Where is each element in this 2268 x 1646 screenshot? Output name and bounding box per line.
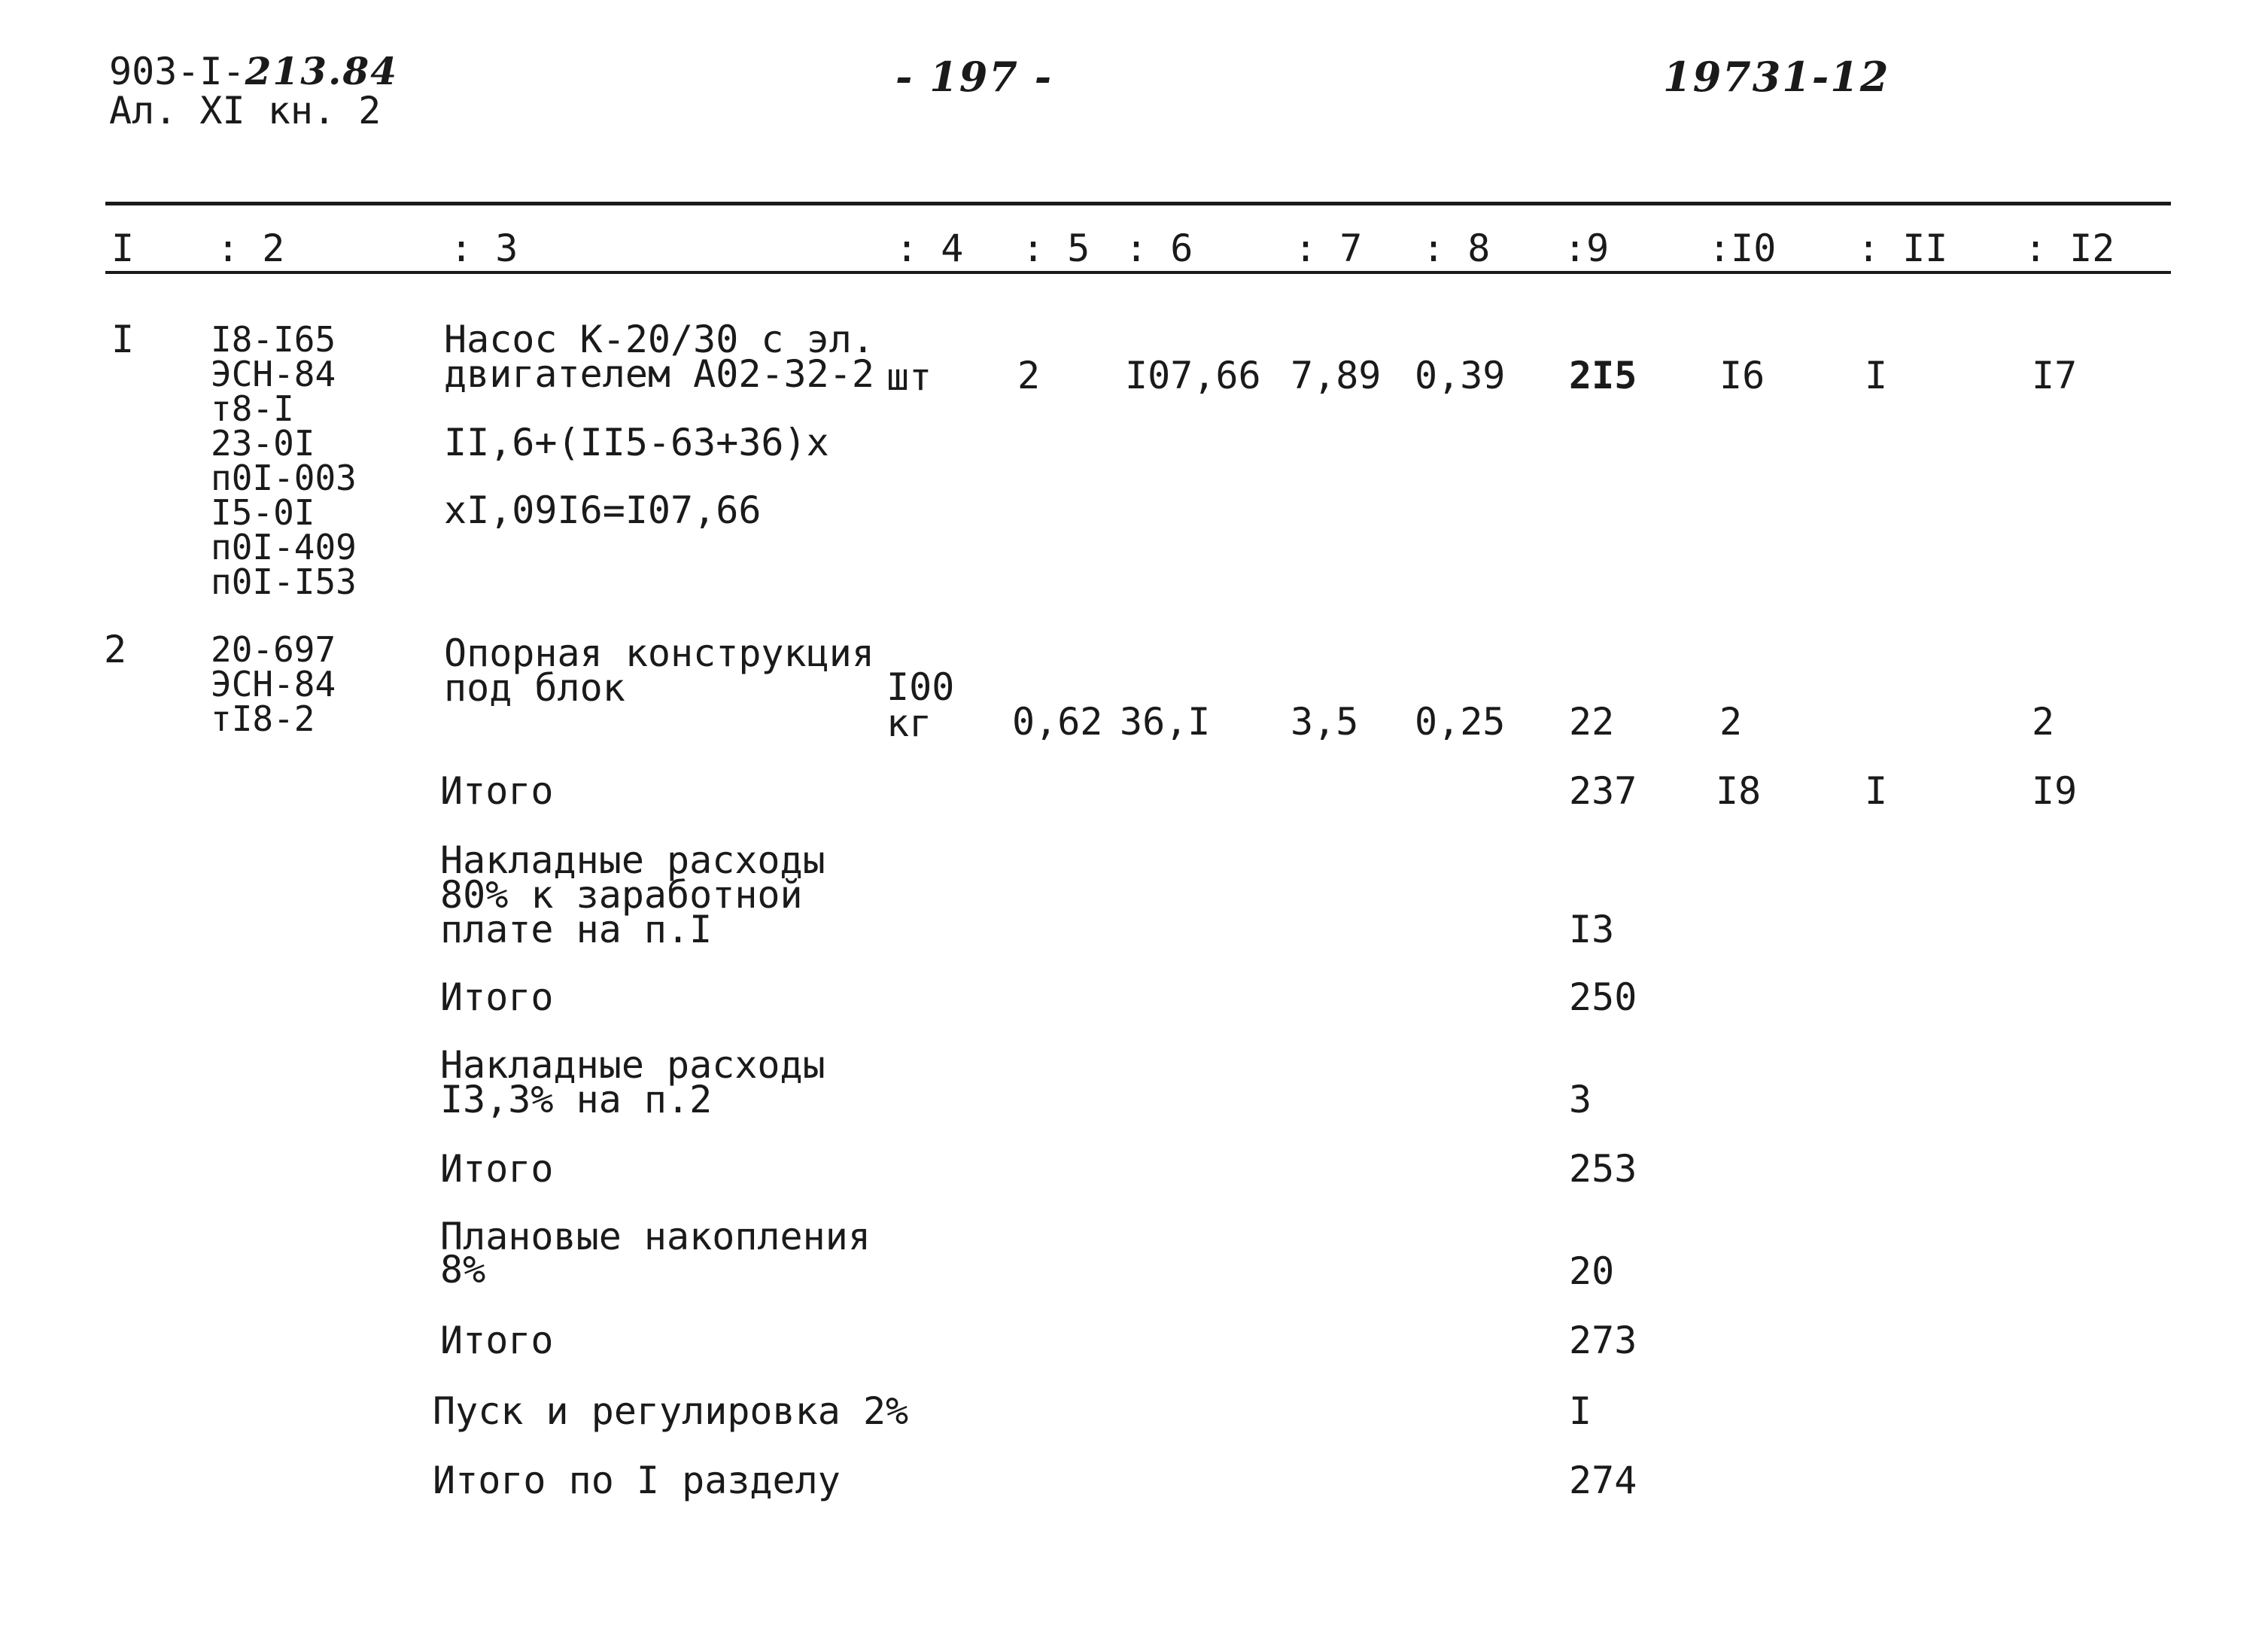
row-col8: 0,25	[1415, 700, 1506, 744]
col-header-7: : 7	[1294, 227, 1363, 270]
row-code: ЭСН-84	[211, 354, 336, 394]
doc-code-handwritten: 213.84	[245, 49, 398, 93]
row-col9: 2I5	[1569, 354, 1637, 397]
page-number: - 197 -	[895, 53, 1053, 101]
summary-col10: I8	[1716, 769, 1762, 813]
album-line: Ал. XI кн. 2	[109, 89, 382, 132]
summary-label: Накладные расходы	[440, 1043, 825, 1087]
col-header-11: : II	[1857, 227, 1948, 270]
row-description: двигателем А02-32-2	[444, 352, 874, 396]
col-header-2: : 2	[217, 227, 285, 270]
summary-label: Итого	[440, 769, 554, 813]
row-col7: 7,89	[1291, 354, 1382, 397]
doc-code	[109, 49, 398, 93]
row-formula: хI,09I6=I07,66	[444, 488, 762, 532]
row-code: ЭСН-84	[211, 664, 336, 704]
summary-label: 80% к заработной	[440, 873, 803, 917]
col-header-6: : 6	[1125, 227, 1193, 270]
row-col11: I	[1865, 354, 1888, 397]
summary-col9: I	[1569, 1389, 1592, 1433]
summary-label: Плановые накопления	[440, 1215, 871, 1258]
row-col10: I6	[1719, 354, 1765, 397]
row-code: п0I-003	[211, 458, 357, 498]
row-unit-amount: I00	[886, 665, 955, 709]
row-number: 2	[104, 628, 127, 671]
summary-col9: 250	[1569, 975, 1637, 1019]
row-code: п0I-409	[211, 527, 357, 567]
col-header-4: : 4	[895, 227, 964, 270]
summary-col9: 237	[1569, 769, 1637, 813]
summary-label: I3,3% на п.2	[440, 1078, 713, 1121]
row-col12: 2	[2032, 700, 2055, 744]
row-description: под блок	[444, 666, 625, 710]
summary-label: Итого по I разделу	[433, 1459, 841, 1502]
summary-col9: I3	[1569, 908, 1615, 951]
row-code: I5-0I	[211, 492, 315, 533]
col-header-9: :9	[1564, 227, 1610, 270]
row-code: т8-I	[211, 388, 294, 429]
summary-col9: 3	[1569, 1078, 1592, 1121]
summary-label: Пуск и регулировка 2%	[433, 1389, 909, 1433]
row-col12: I7	[2032, 354, 2078, 397]
col-header-3: : 3	[450, 227, 518, 270]
row-description: Опорная конструкция	[444, 631, 874, 675]
row-code: п0I-I53	[211, 561, 357, 602]
row-formula: II,6+(II5-63+36)х	[444, 421, 829, 464]
summary-label: Накладные расходы	[440, 838, 825, 882]
row-quantity: 2	[1017, 354, 1041, 397]
row-code: I8-I65	[211, 319, 336, 360]
summary-label: Итого	[440, 975, 554, 1019]
row-col10: 2	[1719, 700, 1743, 744]
summary-col9: 20	[1569, 1249, 1615, 1293]
row-col7: 3,5	[1291, 700, 1359, 744]
row-unit: шт	[886, 355, 932, 399]
summary-label: Итого	[440, 1147, 554, 1191]
row-col9: 22	[1569, 700, 1615, 744]
row-code: тI8-2	[211, 698, 315, 739]
row-code: 20-697	[211, 629, 336, 670]
summary-label: 8%	[440, 1248, 486, 1292]
row-col6: 36,I	[1120, 700, 1211, 744]
row-code: 23-0I	[211, 423, 315, 464]
summary-label: Итого	[440, 1319, 554, 1362]
row-description: Насос К-20/30 с эл.	[444, 318, 874, 361]
summary-col12: I9	[2032, 769, 2078, 813]
col-header-5: : 5	[1022, 227, 1090, 270]
summary-col9: 273	[1569, 1319, 1637, 1362]
summary-col11: I	[1865, 769, 1888, 813]
row-quantity: 0,62	[1012, 700, 1103, 744]
column-header-rule	[105, 271, 2171, 274]
col-header-8: : 8	[1422, 227, 1491, 270]
doc-code-prefix: 903-I-	[109, 50, 245, 93]
row-col8: 0,39	[1415, 354, 1506, 397]
summary-col9: 253	[1569, 1147, 1637, 1191]
col-header-12: : I2	[2024, 227, 2115, 270]
row-number: I	[111, 318, 135, 361]
document-number: 19731-12	[1663, 53, 1890, 101]
top-rule	[105, 202, 2171, 205]
row-col6: I07,66	[1125, 354, 1261, 397]
col-header-10: :I0	[1708, 227, 1777, 270]
col-header-1: I	[111, 227, 135, 270]
summary-label: плате на п.I	[440, 908, 713, 951]
summary-col9: 274	[1569, 1459, 1637, 1502]
row-unit: кг	[886, 701, 932, 745]
